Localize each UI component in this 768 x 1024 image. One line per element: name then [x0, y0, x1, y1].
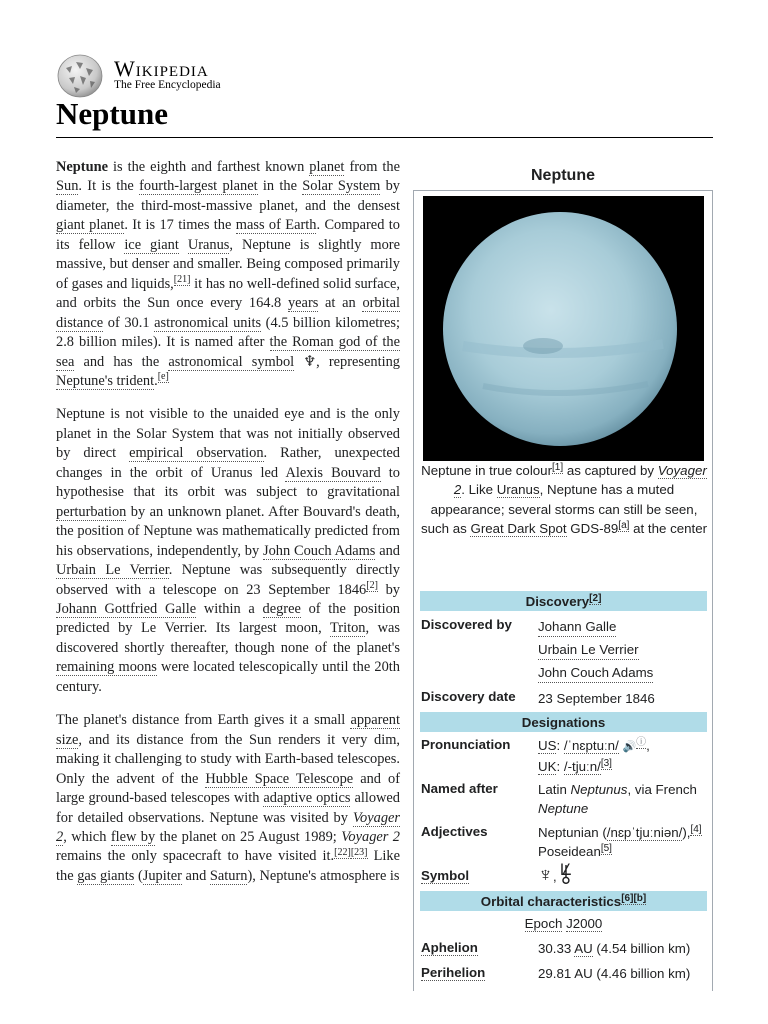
link-giant-planet[interactable]: giant planet	[56, 217, 125, 234]
section-header-discovery	[420, 591, 707, 611]
italic-voyager: Voyager 2	[341, 828, 401, 845]
link-johann-gottfried-galle[interactable]: Johann Gottfried Galle	[56, 600, 197, 617]
link-epoch[interactable]: Epoch	[524, 916, 563, 931]
link-symbol[interactable]: Symbol	[421, 868, 470, 883]
link-alexis-bouvard[interactable]: Alexis Bouvard	[285, 464, 381, 481]
link-uranus-caption[interactable]: Uranus	[496, 482, 540, 498]
neptune-image[interactable]	[423, 196, 704, 461]
text: , Neptune has a muted appearance; several storms can still be seen, such as	[420, 482, 698, 537]
link-gas-giants[interactable]: gas giants	[77, 867, 135, 884]
text: . Rather, unexpected changes in the orbit of Uranus led	[56, 445, 400, 481]
text: and has the	[74, 353, 169, 370]
text: Discovery	[525, 594, 590, 609]
ref-4[interactable]: [4]	[690, 823, 702, 835]
wikipedia-globe-icon[interactable]	[56, 54, 104, 98]
text: Like the	[56, 848, 400, 884]
text: the planet on 25 August 1989;	[155, 828, 342, 845]
link-jupiter[interactable]: Jupiter	[142, 867, 182, 884]
text	[294, 354, 303, 370]
section-header-orbital	[420, 891, 707, 911]
bold-title: Neptune	[56, 159, 108, 175]
ipa-adjective[interactable]: /nɛpˈtjuːniən/	[606, 825, 683, 840]
text: by an unknown planet. After Bouvard's death, the position of Neptune was mathematically predicted from his observations, independently, by	[56, 503, 400, 559]
link-neptunes-trident[interactable]: Neptune's trident	[56, 372, 155, 389]
ref-21[interactable]: [21]	[173, 273, 191, 285]
value-perihelion: 29.81 AU (4.46 billion km)	[538, 966, 691, 981]
link-le-verrier[interactable]: Urbain Le Verrier	[538, 640, 639, 660]
value-aphelion	[538, 939, 708, 958]
link-john-couch-adams-ib[interactable]: John Couch Adams	[538, 663, 653, 683]
speaker-icon[interactable]: 🔊	[622, 741, 637, 753]
link-ice-giant[interactable]: ice giant	[124, 236, 179, 253]
text: Orbital characteristics	[480, 894, 622, 909]
trident-symbol-icon: ♆	[303, 353, 317, 370]
text: at an	[318, 295, 363, 312]
link-john-couch-adams[interactable]: John Couch Adams	[263, 542, 376, 559]
link-voyager-2-caption[interactable]: Voyager 2	[453, 463, 707, 498]
ipa-us[interactable]: /ˈnɛptuːn/	[563, 738, 619, 753]
link-voyager-2[interactable]: Voyager 2	[56, 809, 400, 845]
ref-6-b[interactable]: [6][b]	[621, 892, 647, 904]
label-named-after: Named after	[421, 781, 498, 796]
text: is the eighth and farthest known	[107, 159, 310, 175]
text: in the	[257, 178, 303, 195]
text: . Neptune was subsequently directly observed with a telescope on 23 September 1846	[56, 562, 400, 598]
text: . Compared to its fellow	[56, 217, 400, 253]
paragraph-intro	[56, 158, 400, 391]
text: The planet's distance from Earth gives it a small	[56, 712, 351, 729]
link-remaining-moons[interactable]: remaining moons	[56, 659, 157, 676]
text: remains the only spacecraft to have visited it.	[56, 848, 335, 865]
italic-neptune: Neptune	[538, 801, 589, 817]
ref-a[interactable]: [a]	[618, 519, 630, 531]
text: were located telescopically until the 20th century.	[56, 659, 400, 695]
ref-22[interactable]: [22]	[334, 846, 351, 858]
link-perihelion[interactable]: Perihelion	[421, 965, 486, 980]
text: ),	[682, 825, 691, 840]
text: , via French	[627, 782, 697, 797]
text: as captured by	[563, 463, 658, 478]
value-discovery-date: 23 September 1846	[538, 691, 655, 706]
text: (	[134, 867, 143, 884]
image-caption	[420, 461, 708, 539]
value-named-after	[538, 780, 708, 819]
link-triton[interactable]: Triton	[330, 620, 366, 637]
title-divider	[56, 137, 713, 138]
text: by diameter, the third-most-massive planet, and the densest	[56, 178, 400, 214]
text	[179, 237, 188, 253]
value-pronunciation: US: /ˈnɛptuːn/ 🔊ⓘ, UK: /-tjuːn/[3]	[538, 736, 650, 775]
link-hubble[interactable]: Hubble Space Telescope	[205, 770, 354, 787]
link-fourth-largest[interactable]: fourth-largest planet	[139, 178, 258, 195]
text: (4.5 billion kilometres; 2.8 billion miles). It is named after	[56, 314, 400, 351]
text: within a	[196, 600, 263, 617]
ref-2-discovery[interactable]: [2]	[589, 592, 602, 604]
text: GDS-89	[566, 521, 619, 537]
trident-icon: ♆	[538, 864, 553, 886]
link-empirical-observation[interactable]: empirical observation	[129, 445, 264, 462]
text: . It is 17 times the	[124, 217, 236, 234]
value-adjectives	[538, 823, 708, 862]
link-orbital-distance[interactable]: orbital distance	[56, 295, 401, 331]
text: (4.54 billion km)	[592, 941, 691, 956]
text: . Like	[461, 482, 497, 498]
text: Neptune in true colour	[421, 463, 553, 478]
text: and	[375, 542, 400, 559]
text: from the	[344, 159, 400, 175]
link-adaptive-optics[interactable]: adaptive optics	[263, 790, 351, 807]
text: at the center	[629, 521, 708, 537]
label-perihelion	[421, 965, 485, 980]
text: , representing	[316, 353, 400, 370]
ref-3[interactable]: [3]	[600, 757, 612, 769]
text: . It is the	[78, 178, 140, 195]
text: , was discovered shortly thereafter, though none of the planet's	[56, 620, 400, 656]
italic-neptunus: Neptunus	[570, 782, 628, 797]
text: .	[154, 372, 158, 389]
link-solar-system[interactable]: Solar System	[302, 178, 381, 195]
link-uk[interactable]: UK	[538, 759, 557, 775]
epoch-row	[420, 916, 707, 931]
text: it has no well-defined solid surface, and orbits the Sun once every 164.8	[56, 275, 400, 312]
infobox-title: Neptune	[531, 167, 595, 184]
link-mass-of-earth[interactable]: mass of Earth	[235, 217, 317, 234]
text: , which	[63, 828, 111, 845]
link-years[interactable]: years	[287, 295, 319, 312]
site-tagline: The Free Encyclopedia	[114, 79, 221, 91]
link-us[interactable]: US	[538, 738, 557, 753]
link-aphelion[interactable]: Aphelion	[421, 940, 478, 955]
link-great-dark-spot[interactable]: Great Dark Spot	[470, 521, 567, 537]
link-perturbation[interactable]: perturbation	[56, 503, 127, 520]
link-apparent-size[interactable]: apparent size	[56, 712, 400, 748]
text: , Neptune is slightly more massive, but denser and smaller. Being composed primarily of gases and liquids,	[56, 236, 400, 292]
label-adjectives: Adjectives	[421, 824, 488, 839]
link-degree[interactable]: degree	[262, 600, 301, 617]
infobox	[413, 160, 713, 991]
link-astronomical-units[interactable]: astronomical units	[154, 314, 262, 331]
ref-5[interactable]: [5]	[600, 842, 612, 854]
text: 30.33	[538, 941, 575, 956]
text: Poseidean	[538, 844, 601, 860]
link-flew-by[interactable]: flew by	[110, 828, 156, 845]
text: to hypothesise that its orbit was subject to gravitational	[56, 464, 400, 501]
link-au[interactable]: AU	[574, 941, 593, 956]
page-title: Neptune	[56, 96, 168, 131]
link-astronomical-symbol[interactable]: astronomical symbol	[168, 353, 295, 370]
site-wordmark[interactable]: Wikipedia	[114, 56, 209, 81]
le-verrier-symbol-icon: ⯉	[560, 864, 572, 886]
text: allowed for detailed observations. Neptune was visited by	[56, 790, 400, 826]
value-symbol	[538, 863, 708, 889]
link-urbain-le-verrier[interactable]: Urbain Le Verrier	[56, 562, 169, 579]
section-header-designations: Designations	[420, 712, 707, 732]
label-symbol	[421, 868, 469, 883]
link-sun[interactable]: Sun	[56, 178, 79, 195]
ref-1[interactable]: [1]	[552, 461, 564, 473]
link-j2000[interactable]: J2000	[566, 916, 603, 931]
article-body	[56, 158, 400, 900]
infobox-frame	[413, 190, 713, 991]
text: , and its distance from the Sun renders it very dim, making it challenging to study with Earth-based telescopes. Only the advent of the	[56, 731, 400, 787]
label-discovered-by: Discovered by	[421, 617, 512, 632]
text: Neptune is not visible to the unaided eye and is the only planet in the Solar System that was not initially observed by direct	[56, 406, 400, 462]
link-roman-god[interactable]: the Roman god of the sea	[56, 334, 400, 370]
label-discovery-date: Discovery date	[421, 689, 516, 704]
text: ), Neptune's atmosphere is	[247, 867, 400, 884]
link-saturn[interactable]: Saturn	[209, 867, 248, 884]
text: by	[377, 581, 400, 598]
text: Neptunian (	[538, 825, 607, 840]
text: of 30.1	[103, 314, 155, 331]
info-icon[interactable]: ⓘ	[636, 736, 647, 748]
neptune-planet-illustration	[423, 196, 704, 461]
label-pronunciation: Pronunciation	[421, 737, 511, 752]
ipa-uk[interactable]: /-tjuːn/	[563, 759, 601, 775]
text: and of large ground-based telescopes with	[56, 770, 401, 807]
text: of the position predicted by Le Verrier. Its largest moon,	[56, 600, 400, 637]
link-johann-galle[interactable]: Johann Galle	[538, 617, 616, 637]
ref-e[interactable]: [e]	[157, 371, 169, 383]
paragraph-discovery	[56, 405, 400, 697]
text: Latin	[538, 782, 571, 797]
text: ,	[553, 869, 561, 884]
ref-23[interactable]: [23]	[350, 846, 368, 858]
ref-2[interactable]: [2]	[366, 579, 378, 591]
link-uranus[interactable]: Uranus	[187, 236, 230, 253]
link-planet[interactable]: planet	[309, 159, 345, 175]
label-aphelion	[421, 940, 478, 955]
site-header	[56, 52, 456, 98]
text: and	[181, 867, 210, 884]
paragraph-observation	[56, 711, 400, 886]
